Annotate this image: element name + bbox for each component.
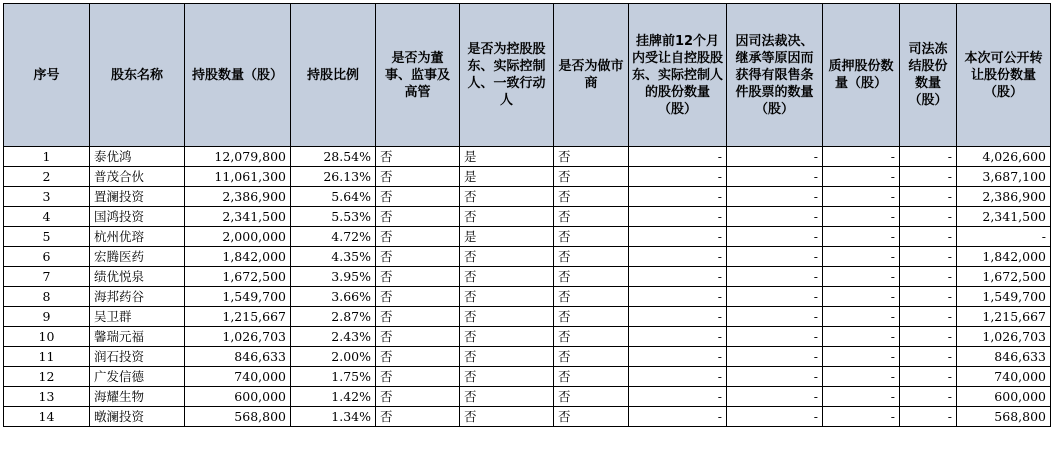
header-cell: 是否为董事、监事及高管 [376, 4, 460, 147]
shares-transferred-pre-listing-cell: - [629, 407, 727, 427]
is-controller-or-concert-cell: 否 [460, 187, 554, 207]
table-row [4, 227, 1051, 247]
shares-held-cell: 2,000,000 [185, 227, 291, 247]
holding-ratio-cell: 2.87% [291, 307, 376, 327]
shares-transferred-pre-listing-cell: - [629, 347, 727, 367]
shareholder-name-cell: 馨瑞元福 [90, 327, 185, 347]
is-market-maker-cell: 否 [554, 307, 629, 327]
shares-transferred-pre-listing-cell: - [629, 367, 727, 387]
frozen-shares-cell: - [900, 367, 957, 387]
holding-ratio-cell: 1.42% [291, 387, 376, 407]
table-row [4, 327, 1051, 347]
shareholder-name-cell: 国鸿投资 [90, 207, 185, 227]
restricted-shares-judicial-cell: - [727, 367, 823, 387]
holding-ratio-cell: 2.43% [291, 327, 376, 347]
table-row [4, 407, 1051, 427]
is-market-maker-cell: 否 [554, 187, 629, 207]
frozen-shares-cell: - [900, 347, 957, 367]
is-controller-or-concert-cell: 否 [460, 327, 554, 347]
pledged-shares-cell: - [823, 227, 900, 247]
header-cell: 是否为做市商 [554, 4, 629, 147]
frozen-shares-cell: - [900, 327, 957, 347]
table-header-row [4, 4, 1051, 147]
header-cell: 股东名称 [90, 4, 185, 147]
restricted-shares-judicial-cell: - [727, 287, 823, 307]
transferable-shares-cell: 1,672,500 [957, 267, 1051, 287]
shares-held-cell: 1,842,000 [185, 247, 291, 267]
frozen-shares-cell: - [900, 267, 957, 287]
shares-transferred-pre-listing-cell: - [629, 207, 727, 227]
row-index-cell: 5 [4, 227, 90, 247]
frozen-shares-cell: - [900, 227, 957, 247]
transferable-shares-cell: 3,687,100 [957, 167, 1051, 187]
row-index-cell: 10 [4, 327, 90, 347]
is-controller-or-concert-cell: 是 [460, 147, 554, 167]
pledged-shares-cell: - [823, 347, 900, 367]
pledged-shares-cell: - [823, 307, 900, 327]
is-market-maker-cell: 否 [554, 347, 629, 367]
shares-transferred-pre-listing-cell: - [629, 167, 727, 187]
restricted-shares-judicial-cell: - [727, 327, 823, 347]
header-cell: 是否为控股股东、实际控制人、一致行动人 [460, 4, 554, 147]
row-index-cell: 12 [4, 367, 90, 387]
shareholder-name-cell: 广发信德 [90, 367, 185, 387]
restricted-shares-judicial-cell: - [727, 207, 823, 227]
is-director-supervisor-executive-cell: 否 [376, 387, 460, 407]
table-row [4, 207, 1051, 227]
shareholder-name-cell: 海耀生物 [90, 387, 185, 407]
shareholder-name-cell: 绩优悦泉 [90, 267, 185, 287]
transferable-shares-cell: 600,000 [957, 387, 1051, 407]
is-market-maker-cell: 否 [554, 147, 629, 167]
pledged-shares-cell: - [823, 327, 900, 347]
row-index-cell: 4 [4, 207, 90, 227]
shares-held-cell: 600,000 [185, 387, 291, 407]
row-index-cell: 11 [4, 347, 90, 367]
is-director-supervisor-executive-cell: 否 [376, 347, 460, 367]
transferable-shares-cell: 1,026,703 [957, 327, 1051, 347]
shares-held-cell: 846,633 [185, 347, 291, 367]
header-cell: 持股比例 [291, 4, 376, 147]
header-cell: 序号 [4, 4, 90, 147]
pledged-shares-cell: - [823, 247, 900, 267]
shareholder-name-cell: 海邦药谷 [90, 287, 185, 307]
is-director-supervisor-executive-cell: 否 [376, 167, 460, 187]
frozen-shares-cell: - [900, 307, 957, 327]
restricted-shares-judicial-cell: - [727, 147, 823, 167]
table-row [4, 167, 1051, 187]
is-market-maker-cell: 否 [554, 167, 629, 187]
is-director-supervisor-executive-cell: 否 [376, 147, 460, 167]
table-row [4, 367, 1051, 387]
shares-transferred-pre-listing-cell: - [629, 327, 727, 347]
shareholder-name-cell: 置澜投资 [90, 187, 185, 207]
transferable-shares-cell: 4,026,600 [957, 147, 1051, 167]
shares-held-cell: 1,549,700 [185, 287, 291, 307]
frozen-shares-cell: - [900, 407, 957, 427]
shareholder-name-cell: 泰优鸿 [90, 147, 185, 167]
shares-transferred-pre-listing-cell: - [629, 247, 727, 267]
is-controller-or-concert-cell: 否 [460, 407, 554, 427]
holding-ratio-cell: 5.64% [291, 187, 376, 207]
transferable-shares-cell: 1,215,667 [957, 307, 1051, 327]
shareholder-name-cell: 润石投资 [90, 347, 185, 367]
is-controller-or-concert-cell: 是 [460, 227, 554, 247]
holding-ratio-cell: 1.75% [291, 367, 376, 387]
shares-transferred-pre-listing-cell: - [629, 287, 727, 307]
shares-held-cell: 1,215,667 [185, 307, 291, 327]
frozen-shares-cell: - [900, 247, 957, 267]
transferable-shares-cell: 1,842,000 [957, 247, 1051, 267]
header-cell: 挂牌前12个月内受让自控股股东、实际控制人的股份数量（股） [629, 4, 727, 147]
shares-held-cell: 11,061,300 [185, 167, 291, 187]
is-market-maker-cell: 否 [554, 207, 629, 227]
is-controller-or-concert-cell: 否 [460, 207, 554, 227]
row-index-cell: 8 [4, 287, 90, 307]
row-index-cell: 14 [4, 407, 90, 427]
is-director-supervisor-executive-cell: 否 [376, 407, 460, 427]
shareholder-table [3, 3, 1051, 427]
shares-held-cell: 1,026,703 [185, 327, 291, 347]
frozen-shares-cell: - [900, 147, 957, 167]
holding-ratio-cell: 4.72% [291, 227, 376, 247]
restricted-shares-judicial-cell: - [727, 307, 823, 327]
is-market-maker-cell: 否 [554, 407, 629, 427]
shares-held-cell: 12,079,800 [185, 147, 291, 167]
shares-transferred-pre-listing-cell: - [629, 387, 727, 407]
shareholder-name-cell: 吴卫群 [90, 307, 185, 327]
is-controller-or-concert-cell: 否 [460, 267, 554, 287]
row-index-cell: 7 [4, 267, 90, 287]
is-director-supervisor-executive-cell: 否 [376, 287, 460, 307]
is-director-supervisor-executive-cell: 否 [376, 187, 460, 207]
is-controller-or-concert-cell: 是 [460, 167, 554, 187]
holding-ratio-cell: 5.53% [291, 207, 376, 227]
is-market-maker-cell: 否 [554, 227, 629, 247]
restricted-shares-judicial-cell: - [727, 387, 823, 407]
shareholder-name-cell: 普茂合伙 [90, 167, 185, 187]
shares-transferred-pre-listing-cell: - [629, 147, 727, 167]
is-market-maker-cell: 否 [554, 267, 629, 287]
header-cell: 因司法裁决、继承等原因而获得有限售条件股票的数量（股） [727, 4, 823, 147]
frozen-shares-cell: - [900, 387, 957, 407]
holding-ratio-cell: 3.66% [291, 287, 376, 307]
shares-held-cell: 2,341,500 [185, 207, 291, 227]
row-index-cell: 9 [4, 307, 90, 327]
row-index-cell: 2 [4, 167, 90, 187]
is-market-maker-cell: 否 [554, 247, 629, 267]
shareholder-name-cell: 暾澜投资 [90, 407, 185, 427]
pledged-shares-cell: - [823, 267, 900, 287]
pledged-shares-cell: - [823, 147, 900, 167]
frozen-shares-cell: - [900, 287, 957, 307]
restricted-shares-judicial-cell: - [727, 227, 823, 247]
shareholder-name-cell: 杭州优瑢 [90, 227, 185, 247]
is-market-maker-cell: 否 [554, 287, 629, 307]
holding-ratio-cell: 1.34% [291, 407, 376, 427]
restricted-shares-judicial-cell: - [727, 187, 823, 207]
frozen-shares-cell: - [900, 207, 957, 227]
pledged-shares-cell: - [823, 387, 900, 407]
is-controller-or-concert-cell: 否 [460, 287, 554, 307]
shares-transferred-pre-listing-cell: - [629, 307, 727, 327]
is-controller-or-concert-cell: 否 [460, 387, 554, 407]
is-director-supervisor-executive-cell: 否 [376, 267, 460, 287]
table-row [4, 287, 1051, 307]
holding-ratio-cell: 28.54% [291, 147, 376, 167]
is-market-maker-cell: 否 [554, 387, 629, 407]
frozen-shares-cell: - [900, 187, 957, 207]
table-row [4, 267, 1051, 287]
transferable-shares-cell: 846,633 [957, 347, 1051, 367]
pledged-shares-cell: - [823, 167, 900, 187]
table-row [4, 387, 1051, 407]
shareholder-name-cell: 宏腾医药 [90, 247, 185, 267]
transferable-shares-cell: 2,341,500 [957, 207, 1051, 227]
shares-transferred-pre-listing-cell: - [629, 187, 727, 207]
holding-ratio-cell: 4.35% [291, 247, 376, 267]
frozen-shares-cell: - [900, 167, 957, 187]
is-director-supervisor-executive-cell: 否 [376, 367, 460, 387]
transferable-shares-cell: 1,549,700 [957, 287, 1051, 307]
is-controller-or-concert-cell: 否 [460, 247, 554, 267]
pledged-shares-cell: - [823, 367, 900, 387]
header-cell: 持股数量（股） [185, 4, 291, 147]
holding-ratio-cell: 2.00% [291, 347, 376, 367]
is-controller-or-concert-cell: 否 [460, 367, 554, 387]
restricted-shares-judicial-cell: - [727, 167, 823, 187]
transferable-shares-cell: 568,800 [957, 407, 1051, 427]
restricted-shares-judicial-cell: - [727, 247, 823, 267]
is-market-maker-cell: 否 [554, 367, 629, 387]
is-director-supervisor-executive-cell: 否 [376, 207, 460, 227]
pledged-shares-cell: - [823, 187, 900, 207]
shares-transferred-pre-listing-cell: - [629, 267, 727, 287]
table-row [4, 147, 1051, 167]
holding-ratio-cell: 26.13% [291, 167, 376, 187]
row-index-cell: 6 [4, 247, 90, 267]
shares-held-cell: 740,000 [185, 367, 291, 387]
pledged-shares-cell: - [823, 407, 900, 427]
row-index-cell: 3 [4, 187, 90, 207]
is-controller-or-concert-cell: 否 [460, 307, 554, 327]
holding-ratio-cell: 3.95% [291, 267, 376, 287]
header-cell: 司法冻结股份数量（股） [900, 4, 957, 147]
header-cell: 本次可公开转让股份数量（股） [957, 4, 1051, 147]
is-director-supervisor-executive-cell: 否 [376, 307, 460, 327]
pledged-shares-cell: - [823, 207, 900, 227]
is-market-maker-cell: 否 [554, 327, 629, 347]
is-director-supervisor-executive-cell: 否 [376, 327, 460, 347]
restricted-shares-judicial-cell: - [727, 407, 823, 427]
restricted-shares-judicial-cell: - [727, 267, 823, 287]
row-index-cell: 13 [4, 387, 90, 407]
table-row [4, 347, 1051, 367]
shares-held-cell: 2,386,900 [185, 187, 291, 207]
shares-transferred-pre-listing-cell: - [629, 227, 727, 247]
header-cell: 质押股份数量（股） [823, 4, 900, 147]
table-row [4, 187, 1051, 207]
shares-held-cell: 568,800 [185, 407, 291, 427]
restricted-shares-judicial-cell: - [727, 347, 823, 367]
transferable-shares-cell: 740,000 [957, 367, 1051, 387]
transferable-shares-cell: - [957, 227, 1051, 247]
transferable-shares-cell: 2,386,900 [957, 187, 1051, 207]
is-controller-or-concert-cell: 否 [460, 347, 554, 367]
pledged-shares-cell: - [823, 287, 900, 307]
table-body [4, 147, 1051, 427]
row-index-cell: 1 [4, 147, 90, 167]
is-director-supervisor-executive-cell: 否 [376, 227, 460, 247]
table-row [4, 247, 1051, 267]
is-director-supervisor-executive-cell: 否 [376, 247, 460, 267]
shares-held-cell: 1,672,500 [185, 267, 291, 287]
table-row [4, 307, 1051, 327]
